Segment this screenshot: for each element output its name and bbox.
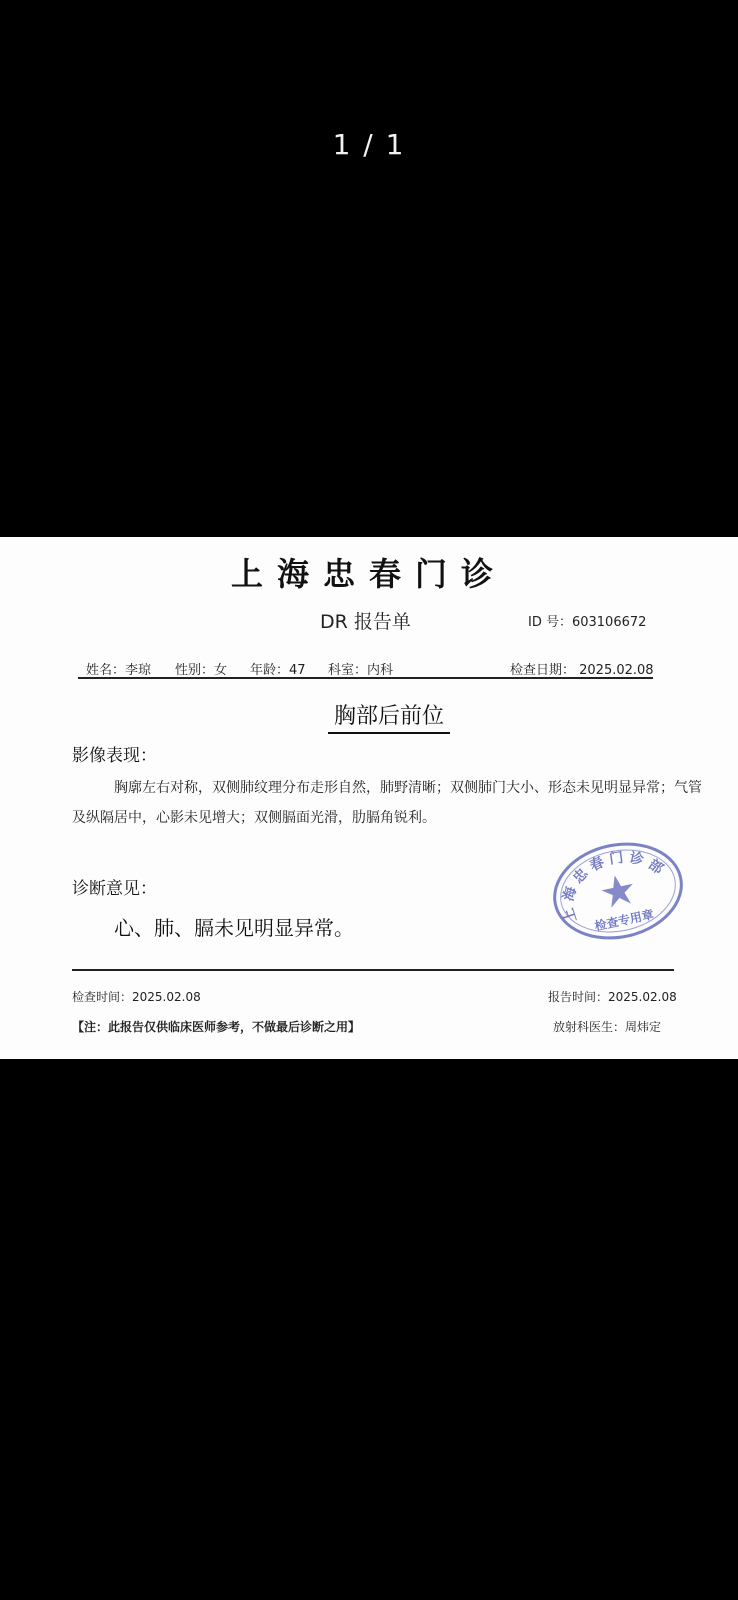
disclaimer-note: 【注：此报告仅供临床医师参考，不做最后诊断之用】 [72, 1020, 361, 1034]
patient-name: 姓名：李琼 [86, 663, 152, 678]
report-id: ID 号：603106672 [528, 615, 647, 630]
page-counter: 1 / 1 [332, 128, 406, 161]
patient-info-row [78, 655, 653, 679]
patient-age: 年龄：47 [250, 663, 306, 678]
svg-text:上 海 忠 春 门 诊 部: 上 海 忠 春 门 诊 部 [560, 849, 666, 925]
hospital-name: 上海忠春门诊 [230, 555, 507, 593]
exam-time: 检查时间：2025.02.08 [72, 990, 201, 1004]
findings-label: 影像表现： [72, 746, 157, 766]
patient-department: 科室：内科 [328, 663, 394, 678]
svg-text:检查专用章: 检查专用章 [593, 907, 656, 934]
patient-sex: 性别：女 [175, 663, 228, 678]
diagnosis-text: 心、肺、膈未见明显异常。 [114, 916, 354, 940]
report-document[interactable] [0, 537, 738, 1059]
official-seal [548, 837, 688, 945]
exam-title: 胸部后前位 [328, 699, 450, 734]
report-type: DR 报告单 [320, 611, 411, 633]
radiologist-name: 放射科医生：周炜定 [553, 1020, 662, 1034]
diagnosis-label: 诊断意见： [72, 879, 157, 899]
seal-graphic [548, 837, 688, 945]
divider-line [72, 969, 674, 971]
exam-date: 检查日期： 2025.02.08 [510, 663, 654, 678]
findings-text: 胸廓左右对称，双侧肺纹理分布走形自然，肺野清晰；双侧肺门大小、形态未见明显异常；气管及纵隔居中，心影未见增大；双侧膈面光滑，肋膈角锐利。 [72, 780, 702, 826]
report-time: 报告时间：2025.02.08 [548, 990, 677, 1004]
